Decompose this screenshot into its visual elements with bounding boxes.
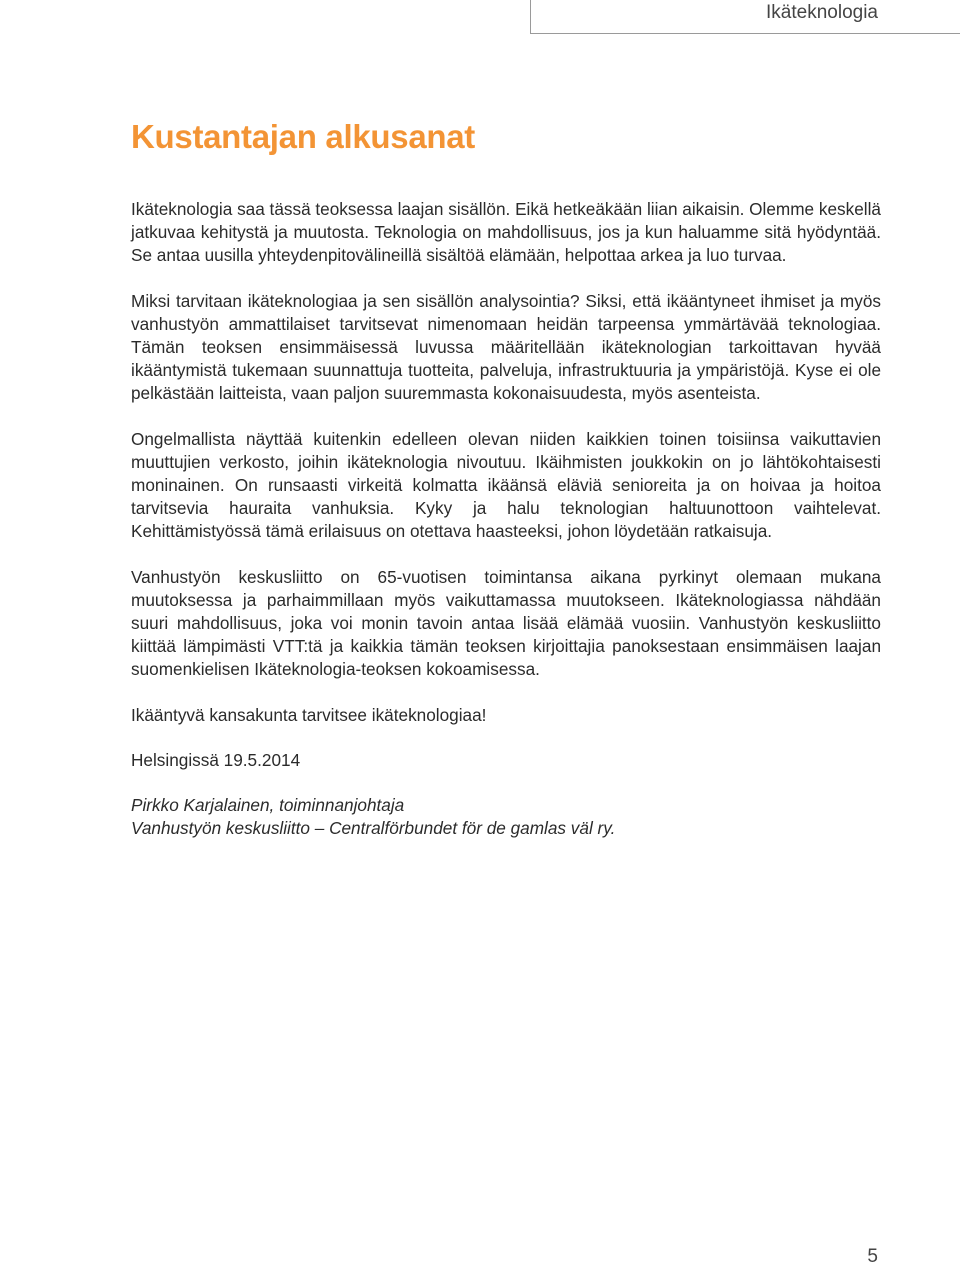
- page-number: 5: [867, 1246, 878, 1267]
- date-line: Helsingissä 19.5.2014: [131, 749, 301, 770]
- signature: [131, 794, 881, 840]
- running-header-title: Ikäteknologia: [766, 2, 878, 23]
- page-title: Kustantajan alkusanat: [131, 118, 475, 155]
- signature-name: Pirkko Karjalainen, toiminnanjohtaja: [131, 795, 405, 816]
- paragraph-closing: Ikääntyvä kansakunta tarvitsee ikäteknologiaa!: [131, 704, 487, 725]
- paragraph-problem: Ongelmallista näyttää kuitenkin edelleen olevan niiden kaikkien toinen toisiinsa vaikuttavien muuttujien verkosto, joihin ikäteknologia nivoutuu. Ikäihmisten joukkokin on jo lähtökohtaisesti moninainen. On runsaasti virkeitä kolmatta ikäänsä eläviä senioreita ja on hoivaa ja hoitoa tarvitsevia hauraita vanhuksia. Kyky ja halu teknologian haltuunottoon vaihtelevat. Kehittämistyössä tämä erilaisuus on otettava haasteeksi, johon löydetään ratkaisuja.: [131, 428, 881, 542]
- paragraph-organization: Vanhustyön keskusliitto on 65-vuotisen toimintansa aikana pyrkinyt olemaan mukana muutoksessa ja parhaimmillaan myös vaikuttamassa muutokseen. Ikäteknologiassa nähdään suuri mahdollisuus, joka voi monin tavoin antaa lisää elämää vuosiin. Vanhustyön keskusliitto kiittää lämpimästi VTT:tä ja kaikkia tämän teoksen kirjoittajia panoksestaan ensimmäisen laajan suomenkielisen Ikäteknologia-teoksen kokoamisessa.: [131, 566, 881, 680]
- signature-organization: Vanhustyön keskusliitto – Centralförbundet för de gamlas väl ry.: [131, 818, 616, 839]
- paragraph-why: Miksi tarvitaan ikäteknologiaa ja sen sisällön analysointia? Siksi, että ikääntyneet ihmiset ja myös vanhustyön ammattilaiset tarvitsevat nimenomaan heidän tarpeensa ymmärtävää teknologiaa. Tämän teoksen ensimmäisessä luvussa määritellään ikäteknologian tarkoittavan hyvää ikääntymistä tukemaan suunnattuja tuotteita, palveluja, infrastruktuuria ja ympäristöjä. Kyse ei ole pelkästään laitteista, vaan paljon suuremmasta kokonaisuudesta, myös asenteista.: [131, 290, 881, 404]
- paragraph-intro: Ikäteknologia saa tässä teoksessa laajan sisällön. Eikä hetkeäkään liian aikaisin. Olemme keskellä jatkuvaa kehitystä ja muutosta. Teknologia on mahdollisuus, jos ja kun haluamme sitä hyödyntää. Se antaa uusilla yhteydenpitovälineillä sisältöä elämään, helpottaa arkea ja luo turvaa.: [131, 199, 881, 266]
- body-text: [131, 198, 881, 840]
- running-header: [530, 0, 960, 34]
